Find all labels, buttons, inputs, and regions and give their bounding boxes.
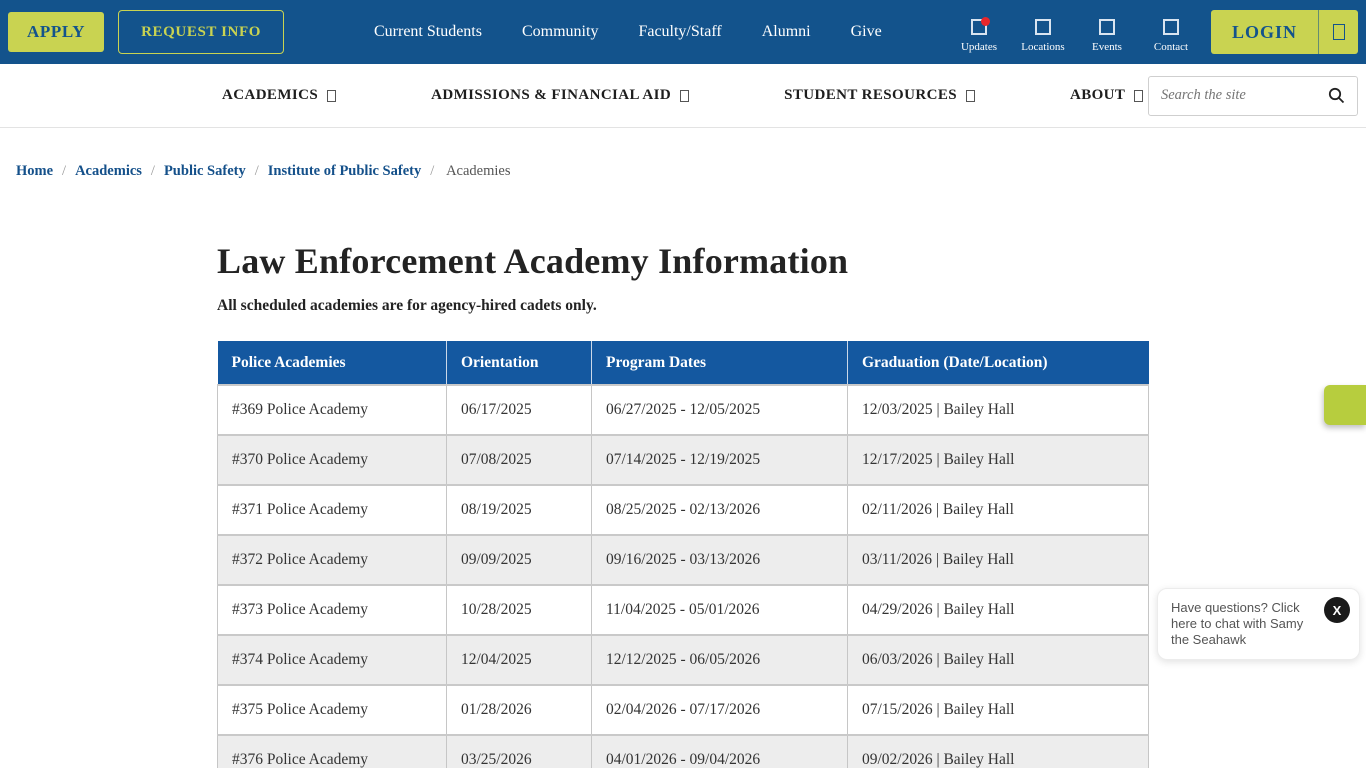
topbar-icon-item[interactable] [1079, 12, 1135, 53]
academy-name-cell: #373 Police Academy [218, 585, 447, 635]
program-dates-cell: 06/27/2025 - 12/05/2025 [592, 385, 848, 435]
main-nav-item[interactable] [1070, 87, 1143, 104]
topbar-icon-label: Updates [960, 40, 997, 53]
graduation-cell: 12/17/2025 | Bailey Hall [848, 435, 1149, 485]
graduation-cell: 09/02/2026 | Bailey Hall [848, 735, 1149, 768]
table-body [218, 385, 1149, 768]
search-icon [1328, 87, 1345, 104]
search-input[interactable] [1161, 87, 1328, 104]
table-row [218, 685, 1149, 735]
program-dates-cell: 12/12/2025 - 06/05/2026 [592, 635, 848, 685]
table-row [218, 535, 1149, 585]
contact-icon [1163, 19, 1179, 35]
search-button[interactable] [1328, 87, 1345, 104]
site-search [1148, 76, 1358, 116]
program-dates-cell: 11/04/2025 - 05/01/2026 [592, 585, 848, 635]
breadcrumb-links [16, 163, 443, 179]
graduation-cell: 12/03/2025 | Bailey Hall [848, 385, 1149, 435]
academy-name-cell: #369 Police Academy [218, 385, 447, 435]
chat-close-button[interactable]: X [1324, 597, 1350, 623]
menu-icon [1333, 24, 1345, 40]
topbar-nav-link[interactable]: Give [850, 23, 882, 40]
breadcrumb-separator: / [254, 163, 259, 179]
table-header-cell: Program Dates [592, 341, 848, 385]
table-row [218, 635, 1149, 685]
table-row [218, 485, 1149, 535]
chevron-down-icon [680, 90, 689, 102]
chevron-down-icon [1134, 90, 1143, 102]
breadcrumb-separator: / [62, 163, 67, 179]
graduation-cell: 04/29/2026 | Bailey Hall [848, 585, 1149, 635]
academy-name-cell: #375 Police Academy [218, 685, 447, 735]
apply-button[interactable]: APPLY [8, 12, 104, 52]
breadcrumb [0, 128, 1366, 180]
side-tab-button[interactable] [1324, 385, 1366, 425]
topbar-icon-item[interactable] [951, 12, 1007, 53]
academy-name-cell: #370 Police Academy [218, 435, 447, 485]
orientation-cell: 07/08/2025 [447, 435, 592, 485]
login-button[interactable]: LOGIN [1211, 10, 1318, 54]
program-dates-cell: 08/25/2025 - 02/13/2026 [592, 485, 848, 535]
main-nav [0, 64, 1366, 128]
orientation-cell: 10/28/2025 [447, 585, 592, 635]
program-dates-cell: 02/04/2026 - 07/17/2026 [592, 685, 848, 735]
orientation-cell: 06/17/2025 [447, 385, 592, 435]
breadcrumb-current: Academies [446, 163, 511, 179]
main-nav-item-label: STUDENT RESOURCES [784, 87, 957, 103]
program-dates-cell: 09/16/2025 - 03/13/2026 [592, 535, 848, 585]
table-header-row [218, 341, 1149, 385]
breadcrumb-link[interactable]: Public Safety [163, 163, 246, 179]
topbar-icon-label: Locations [1021, 40, 1065, 53]
main-nav-item-label: ABOUT [1069, 87, 1126, 103]
graduation-cell: 02/11/2026 | Bailey Hall [848, 485, 1149, 535]
updates-icon [971, 19, 987, 35]
graduation-cell: 03/11/2026 | Bailey Hall [848, 535, 1149, 585]
topbar-nav-link[interactable]: Faculty/Staff [638, 23, 722, 40]
graduation-cell: 06/03/2026 | Bailey Hall [848, 635, 1149, 685]
topbar-icon-label: Events [1092, 40, 1122, 53]
orientation-cell: 12/04/2025 [447, 635, 592, 685]
academy-name-cell: #376 Police Academy [218, 735, 447, 768]
academy-name-cell: #371 Police Academy [218, 485, 447, 535]
topbar-icon-item[interactable] [1015, 12, 1071, 53]
main-nav-item-label: ADMISSIONS & FINANCIAL AID [431, 87, 672, 103]
program-dates-cell: 04/01/2026 - 09/04/2026 [592, 735, 848, 768]
request-info-button[interactable]: REQUEST INFO [118, 10, 284, 54]
locations-icon [1035, 19, 1051, 35]
topbar-nav-link[interactable]: Alumni [761, 23, 811, 40]
breadcrumb-separator: / [150, 163, 155, 179]
program-dates-cell: 07/14/2025 - 12/19/2025 [592, 435, 848, 485]
table-header-cell: Graduation (Date/Location) [848, 341, 1149, 385]
page-title: Law Enforcement Academy Information [217, 241, 849, 281]
academies-table [217, 341, 1149, 768]
topbar-nav-link[interactable]: Current Students [373, 23, 482, 40]
academy-name-cell: #374 Police Academy [218, 635, 447, 685]
table-row [218, 385, 1149, 435]
main-nav-item[interactable] [784, 87, 975, 104]
graduation-cell: 07/15/2026 | Bailey Hall [848, 685, 1149, 735]
chevron-down-icon [327, 90, 336, 102]
chat-tooltip-message: Have questions? Click here to chat with Samy the Seahawk [1171, 600, 1304, 647]
orientation-cell: 09/09/2025 [447, 535, 592, 585]
main-nav-item[interactable] [431, 87, 689, 104]
breadcrumb-link[interactable]: Institute of Public Safety [267, 163, 422, 179]
breadcrumb-separator: / [430, 163, 435, 179]
table-row [218, 585, 1149, 635]
page-subtitle: All scheduled academies are for agency-hired cadets only. [217, 297, 597, 314]
topbar-icon-item[interactable] [1143, 12, 1199, 53]
main-nav-item-label: ACADEMICS [222, 87, 319, 103]
academy-name-cell: #372 Police Academy [218, 535, 447, 585]
chat-tooltip[interactable] [1157, 588, 1360, 660]
login-group [1211, 10, 1358, 54]
table-header-cell: Orientation [447, 341, 592, 385]
main-nav-item[interactable] [222, 87, 336, 104]
orientation-cell: 03/25/2026 [447, 735, 592, 768]
topbar-icon-group [951, 12, 1199, 53]
notification-badge [981, 17, 990, 26]
events-icon [1099, 19, 1115, 35]
topbar-icon-label: Contact [1153, 40, 1189, 53]
main-nav-items [222, 87, 1143, 104]
breadcrumb-link[interactable]: Academics [75, 163, 142, 179]
menu-button[interactable] [1319, 10, 1358, 54]
table-row [218, 735, 1149, 768]
topbar-nav-link[interactable]: Community [521, 23, 599, 40]
top-utility-bar [0, 0, 1366, 64]
chevron-down-icon [966, 90, 975, 102]
breadcrumb-link[interactable]: Home [16, 163, 54, 179]
topbar-nav [374, 23, 882, 41]
main-content [217, 240, 1148, 768]
orientation-cell: 08/19/2025 [447, 485, 592, 535]
table-row [218, 435, 1149, 485]
table-header-cell: Police Academies [218, 341, 447, 385]
orientation-cell: 01/28/2026 [447, 685, 592, 735]
